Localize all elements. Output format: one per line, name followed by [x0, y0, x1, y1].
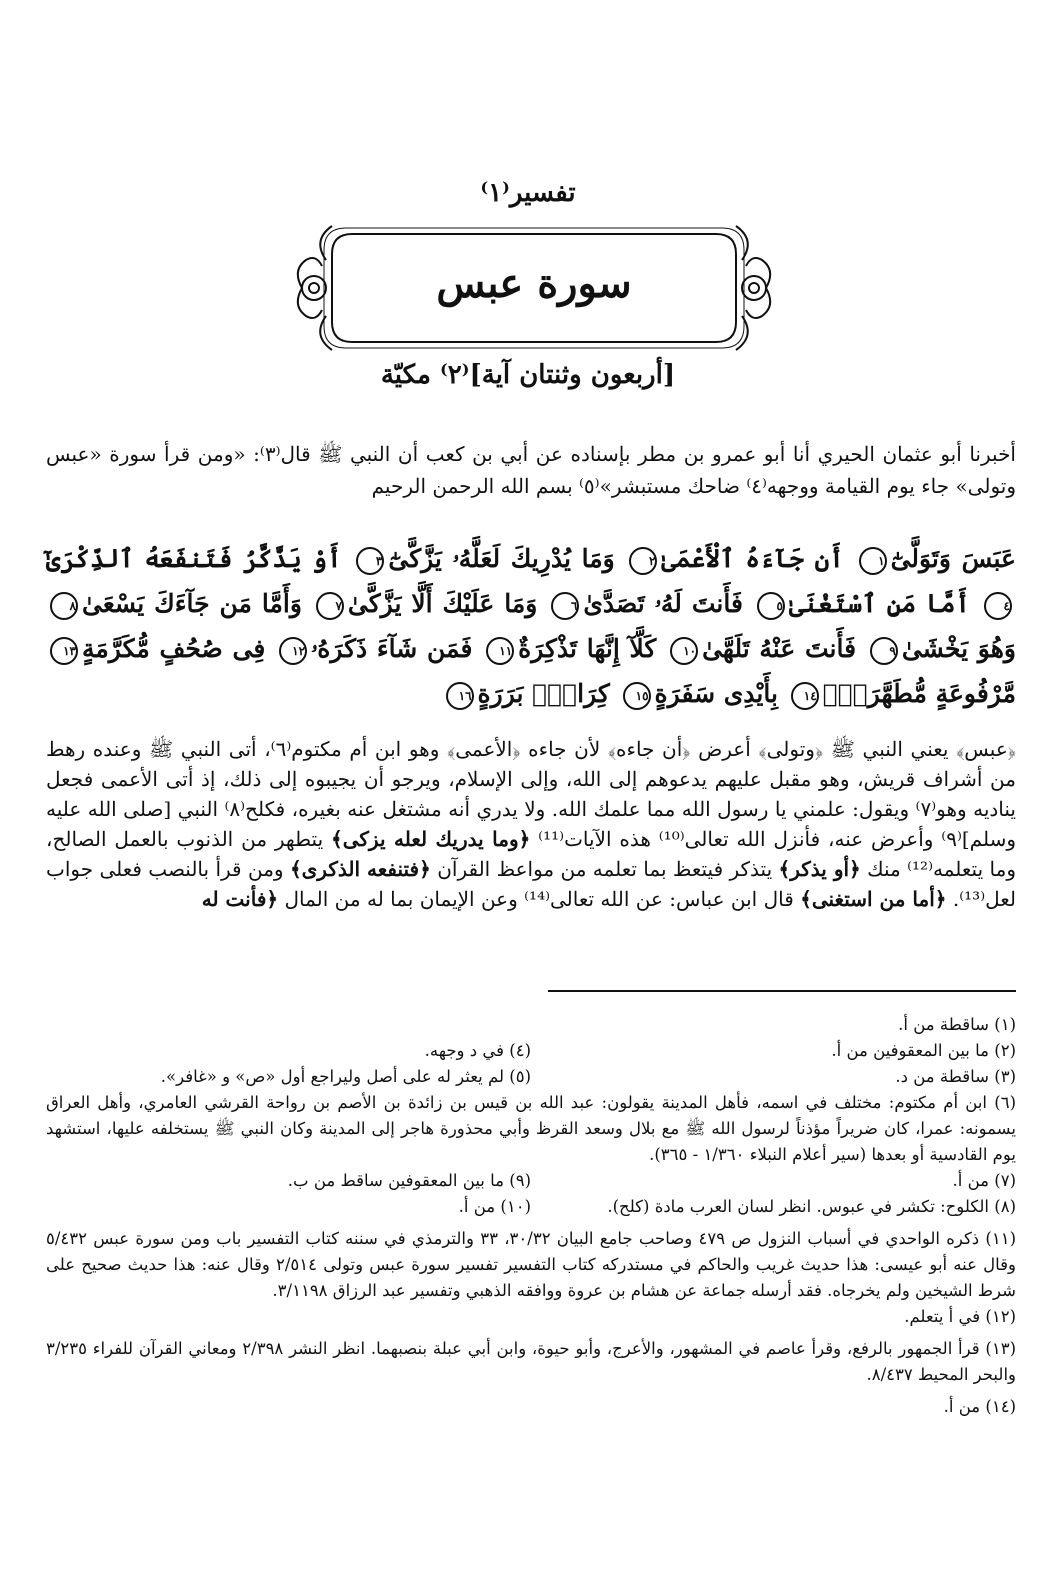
surah-title: سورة عبس [436, 260, 632, 307]
footnote-4: (٤) في د وجهه. [424, 1041, 531, 1060]
commentary-text: يتذكر فيتعظ بما تعلمه من مواعظ القرآن [430, 857, 779, 881]
commentary-text: ومن قرأ بالنصب فعلى جواب لعل⁽¹³⁾. [46, 857, 1016, 911]
commentary [46, 734, 1016, 914]
verse-text: وَهُوَ يَخْشَىٰ [901, 634, 1016, 663]
verse-text: كِرَامٍۭ بَرَرَةٍ [477, 679, 610, 708]
verse-text: وَأَمَّا مَن جَآءَكَ يَسْعَىٰ [82, 589, 302, 618]
verse-text: فَأَنتَ عَنْهُ تَلَهَّىٰ [702, 634, 857, 663]
ayah-number-marker: ٦ [551, 592, 579, 620]
footnote-10: (١٠) من أ. [458, 1197, 531, 1216]
ayah-number-marker: ١٣ [50, 637, 78, 665]
ayah-number-marker: ٣ [356, 547, 384, 575]
ayah-number-marker: ١٠ [670, 637, 698, 665]
footnotes [46, 1012, 1016, 1420]
verse-text: فَأَنتَ لَهُۥ تَصَدَّىٰ [583, 589, 743, 618]
verse-text: أَن جَآءَهُ ٱلْأَعْمَىٰ [661, 544, 844, 573]
surah-title-frame [292, 220, 776, 356]
ayah-number-marker: ١٥ [623, 682, 651, 710]
footnote-13: (١٣) قرأ الجمهور بالرفع، وقرأ عاصم في المشهور، والأعرج، وأبو حيوة، وابن أبي عبلة بنصبهما. انظر النشر ٢/٣٩٨ ومعاني القرآن للفراء ٣/٢٣٥ والبحر المحيط ٨/٤٣٧. [46, 1339, 1016, 1384]
verse-text: أَوْ يَذَّكَّرُ فَتَنفَعَهُ ٱلذِّكْرَىٰٓ [46, 544, 342, 573]
ayah-number-marker: ٥ [757, 592, 785, 620]
quoted-verse: ﴿فتنفعه الذكرى﴾ [289, 857, 431, 881]
ayah-number-marker: ١١ [486, 637, 514, 665]
ayah-number-marker: ٤ [984, 592, 1012, 620]
quoted-verse: ﴿أما من استغنى﴾ [800, 887, 947, 911]
verse-text: وَمَا يُدْرِيكَ لَعَلَّهُۥ يَزَّكَّىٰٓ [388, 544, 615, 573]
footnote-8: (٨) الكلوح: تكشر في عبوس. انظر لسان العرب مادة (كلح). [607, 1197, 1016, 1216]
footnote-1: (١) ساقطة من أ. [898, 1015, 1016, 1034]
ayah-number-marker: ٢ [629, 547, 657, 575]
quoted-verse: ﴿وما يدريك لعله يزكى﴾ [331, 827, 531, 851]
ayah-number-marker: ١ [859, 547, 887, 575]
footnote-7: (٧) من أ. [952, 1171, 1016, 1190]
verse-text: بِأَيْدِى سَفَرَةٍ [654, 679, 778, 708]
verse-text: وَمَا عَلَيْكَ أَلَّا يَزَّكَّىٰ [347, 589, 538, 618]
verse-count: [أربعون وثنتان آية]⁽٢⁾ مكيّة [380, 360, 676, 390]
verse-text: فِى صُحُفٍ مُّكَرَّمَةٍ [82, 634, 266, 663]
commentary-text: يتطهر من الذنوب بالعمل الصالح، وما يتعلمه⁽¹²⁾ منك [46, 827, 1016, 881]
quoted-verse: ﴿أو يذكر﴾ [778, 857, 861, 881]
ayah-number-marker: ١٦ [446, 682, 474, 710]
quran-verses [46, 536, 1016, 716]
ayah-number-marker: ٩ [870, 637, 898, 665]
footnote-9: (٩) ما بين المعقوفين ساقط من ب. [287, 1171, 531, 1190]
footnote-2: (٢) ما بين المعقوفين من أ. [831, 1041, 1016, 1060]
ayah-number-marker: ١٢ [279, 637, 307, 665]
ayah-number-marker: ٨ [50, 592, 78, 620]
footnote-3: (٣) ساقطة من د. [895, 1067, 1016, 1086]
quoted-verse: ﴿فأنت له [201, 887, 279, 911]
footnote-divider [548, 990, 1016, 992]
verse-text: مَّرْفُوعَةٍ مُّطَهَّرَةٍۭ [822, 679, 1016, 708]
ayah-number-marker: ٧ [316, 592, 344, 620]
tafsir-heading: تفسير⁽١⁾ [480, 178, 576, 208]
footnote-12: (١٢) في أ يتعلم. [904, 1307, 1016, 1326]
isnad-intro: أخبرنا أبو عثمان الحيري أنا أبو عمرو بن مطر بإسناده عن أبي بن كعب أن النبي ﷺ قال⁽٣⁾: «ومن قرأ سورة «عبس وتولى» جاء يوم القيامة ووجهه⁽٤⁾ ضاحك مستبشر»⁽٥⁾ بسم الله الرحمن الرحيم [46, 442, 1016, 498]
verse-text: عَبَسَ وَتَوَلَّىٰٓ [890, 544, 1016, 573]
commentary-text: قال ابن عباس: عن الله تعالى⁽¹⁴⁾ وعن الإيمان بما له من المال [278, 887, 801, 911]
ayah-number-marker: ١٤ [791, 682, 819, 710]
footnote-6: (٦) ابن أم مكتوم: مختلف في اسمه، فأهل المدينة يقولون: عبد الله بن قيس بن زائدة بن الأصم بن رواحة القرشي العامري، وأهل العراق يسمونه: عمرا، كان ضريراً مؤذناً لرسول الله ﷺ مع بلال وسعد القرظ وأبي محذورة هاجر إلى المدينة وكان النبي ﷺ يستخلفه عليها، استشهد يوم القادسية أو بعدها (سير أعلام النبلاء ١/٣٦٠ - ٣٦٥). [46, 1093, 1016, 1164]
footnote-14: (١٤) من أ. [943, 1397, 1016, 1416]
verse-text: فَمَن شَآءَ ذَكَرَهُۥ [311, 634, 473, 663]
footnote-11: (١١) ذكره الواحدي في أسباب النزول ص ٤٧٩ وصاحب جامع البيان ٣٠/٣٢، ٣٣ والترمذي في سننه كتاب التفسير باب ومن سورة عبس ٥/٤٣٢ وقال عنه أبو عيسى: هذا حديث غريب والحاكم في مستدركه كتاب التفسير تفسير سورة عبس وتولى ٢/٥١٤ وقال عنه: هذا حديث صحيح على شرط الشيخين ولم يخرجاه. فقد أرسله جماعة عن هشام بن عروة ووافقه الذهبي وتفسير عبد الرزاق ٣/١١٩٨. [46, 1229, 1017, 1300]
verse-text: كَلَّآ إِنَّهَا تَذْكِرَةٌ [518, 634, 657, 663]
commentary-text: ﴿عبس﴾ يعني النبي ﷺ ﴿وتولى﴾ أعرض ﴿أن جاءه﴾ لأن جاءه ﴿الأعمى﴾ وهو ابن أم مكتوم⁽٦⁾، أتى النبي ﷺ وعنده رهط من أشراف قريش، وهو مقبل عليهم يدعوهم إلى الله، وإلى الإسلام، ويرجو أن يجيبوه إلى ذلك، إذ أتى الأعمى فجعل يناديه وهو⁽٧⁾ ويقول: علمني يا رسول الله مما علمك الله. ولا يدري أنه مشتغل عنه بغيره، فكلح⁽٨⁾ النبي [صلى الله عليه وسلم]⁽٩⁾ وأعرض عنه، فأنزل الله تعالى⁽¹⁰⁾ هذه الآيات⁽¹¹⁾ [46, 737, 1016, 851]
footnote-5: (٥) لم يعثر له على أصل وليراجع أول «ص» و «غافر». [160, 1067, 531, 1086]
verse-text: أَمَّا مَنِ ٱسْتَغْنَىٰ [788, 589, 970, 618]
